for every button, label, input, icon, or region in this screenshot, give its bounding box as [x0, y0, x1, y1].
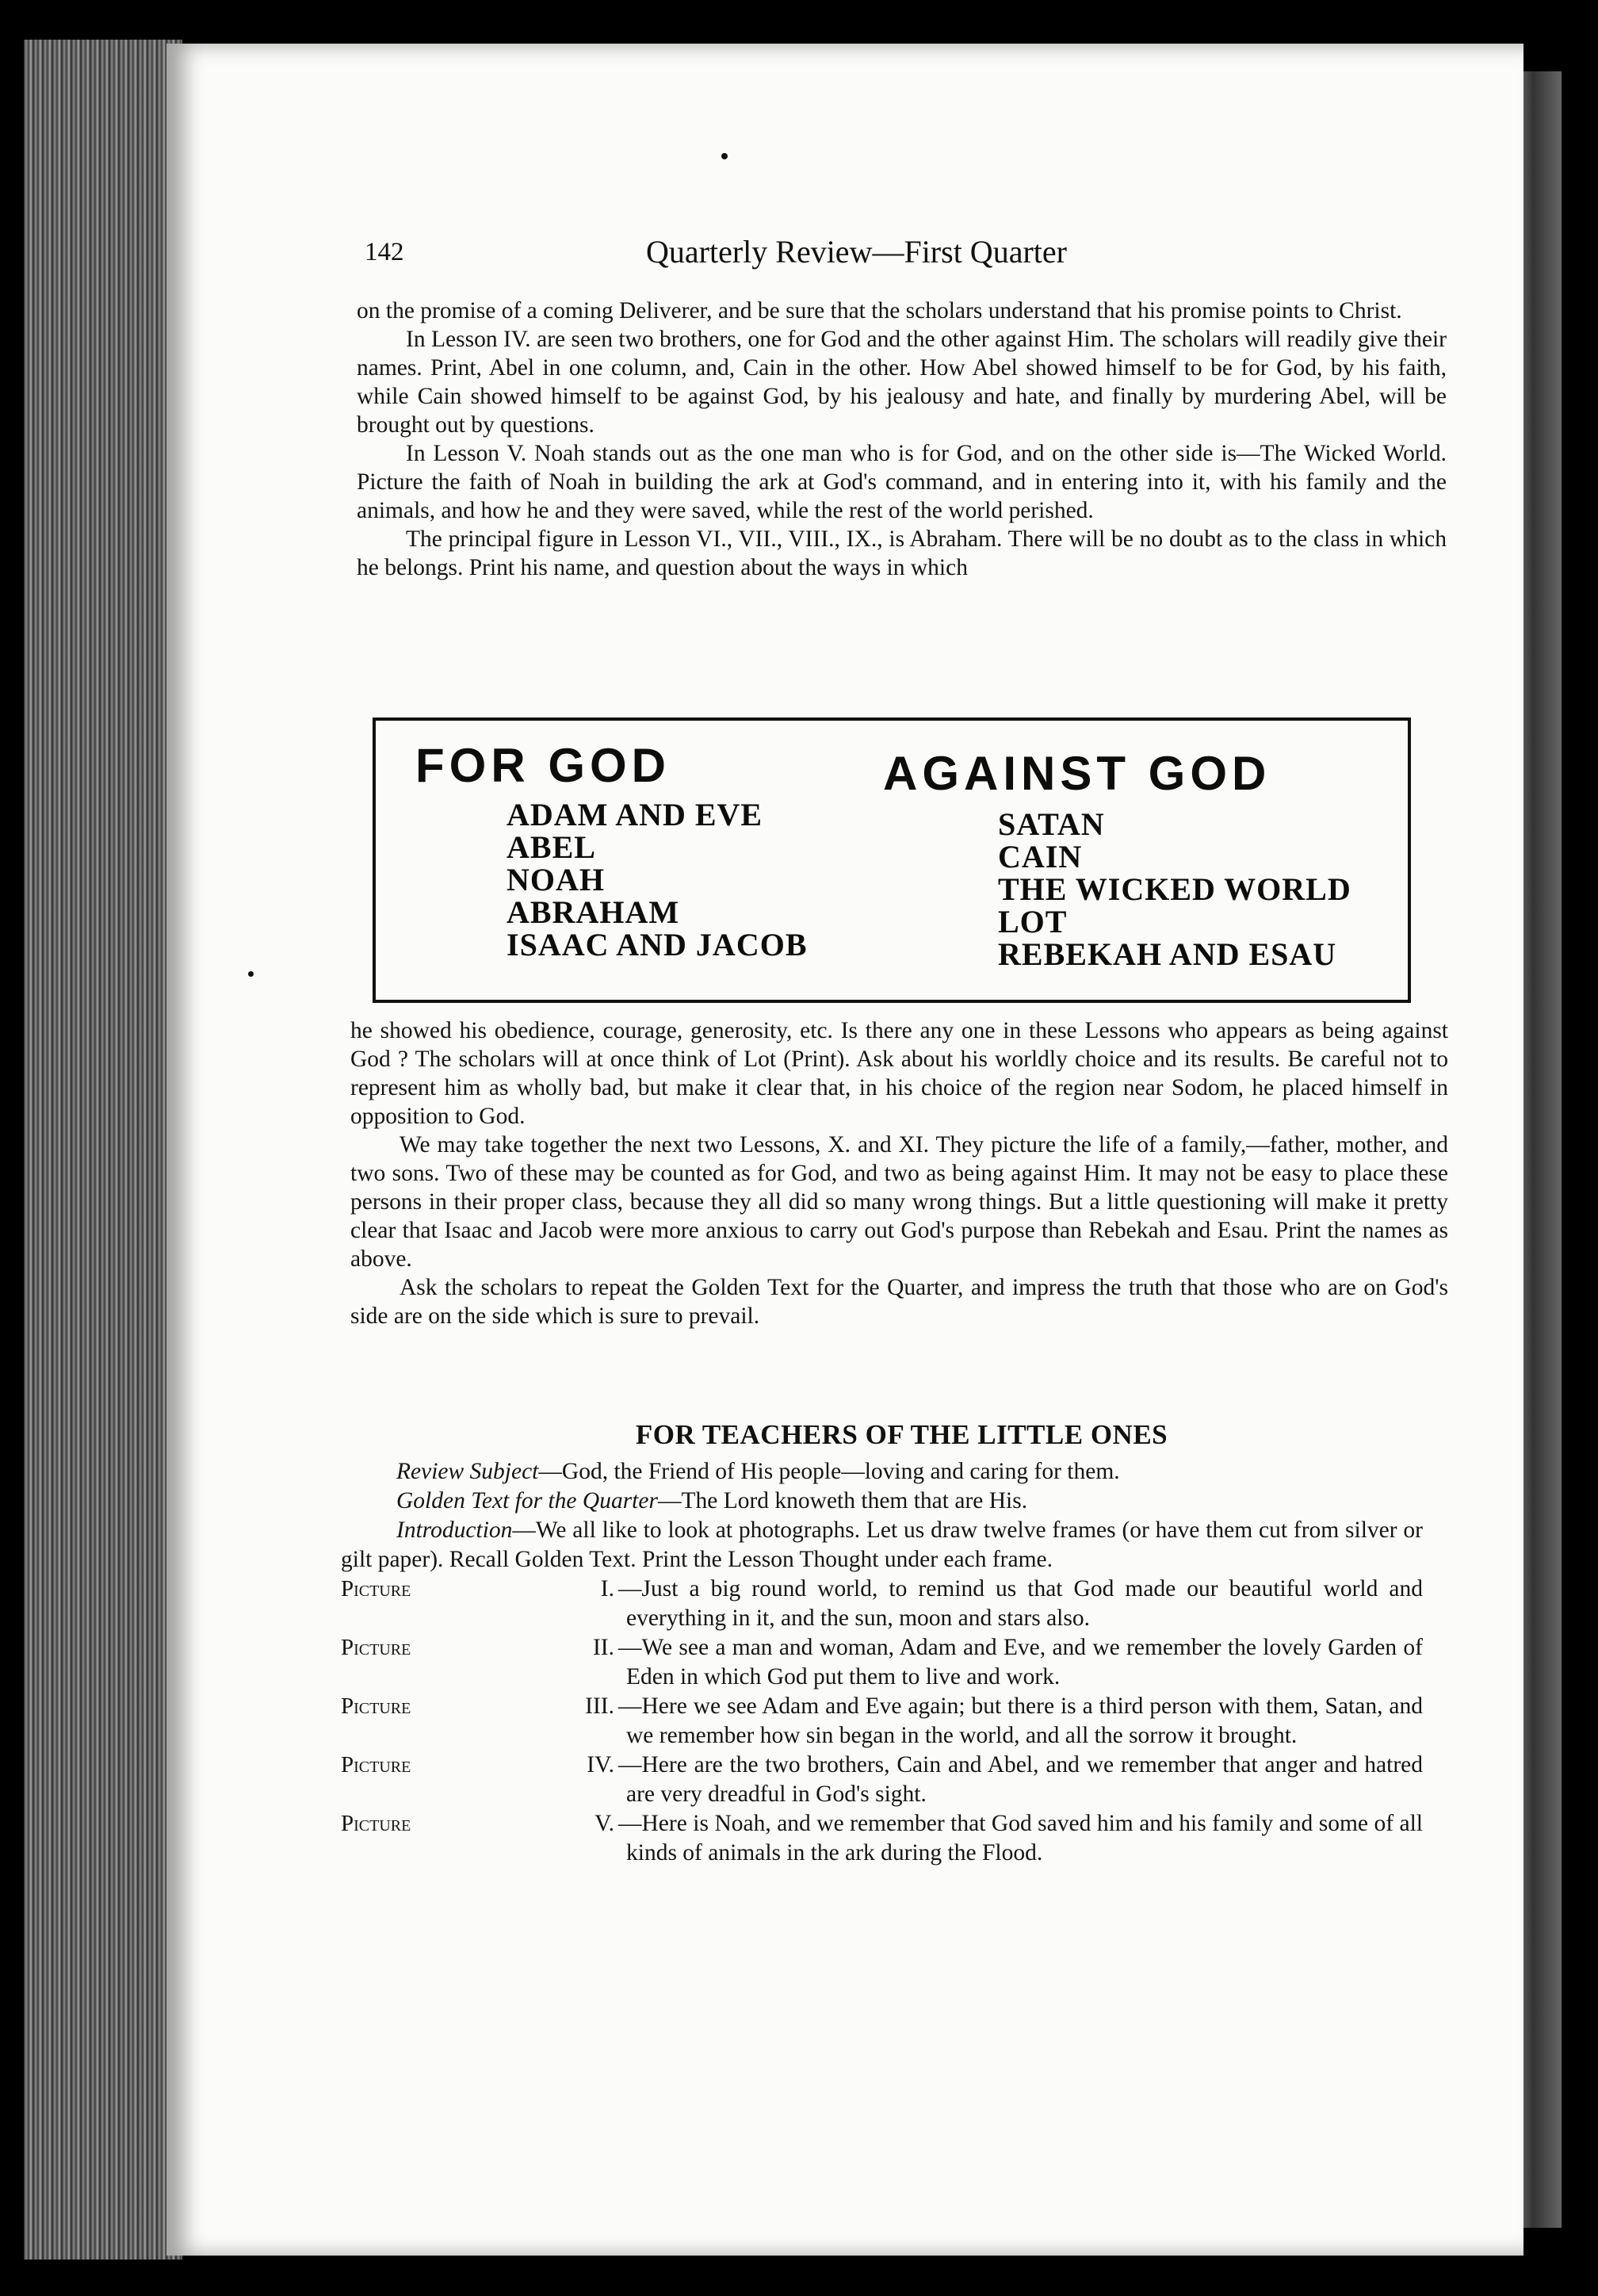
against-god-item: SATAN: [998, 806, 1105, 842]
picture-number: II.: [592, 1635, 614, 1660]
book-page-edges: [24, 40, 182, 2260]
picture-label: Picture: [341, 1811, 411, 1836]
review-text: —God, the Friend of His people—loving and caring for them.: [538, 1459, 1120, 1484]
paragraph: The principal figure in Lesson VI., VII., VIII., IX., is Abraham. There will be no doubt as to the class in which he belongs. Print his name, and question about the ways in which: [357, 526, 1447, 580]
picture-label: Picture: [341, 1752, 411, 1777]
review-subject: [341, 1457, 1423, 1487]
against-god-item: THE WICKED WORLD: [998, 871, 1351, 907]
for-god-heading: FOR GOD: [415, 739, 671, 792]
for-god-item: ISAAC AND JACOB: [507, 927, 808, 962]
paragraph: In Lesson V. Noah stands out as the one man who is for God, and on the other side is—The Wicked World. Picture the faith of Noah in building the ark at God's command, and in entering into it, with his family and the animals, and how he and they were saved, while the rest of the world perished.: [357, 441, 1447, 523]
picture-item: [341, 1692, 1423, 1751]
picture-number: V.: [594, 1811, 614, 1836]
for-god-item: ABRAHAM: [507, 894, 680, 930]
speck: [721, 153, 728, 159]
picture-label: Picture: [341, 1635, 411, 1660]
for-god-list: [507, 798, 808, 961]
page-number: 142: [365, 238, 404, 266]
picture-text: —Just a big round world, to remind us that God made our beautiful world and everything in it, and the sun, moon and stars also.: [618, 1576, 1423, 1631]
paragraph: he showed his obedience, courage, generosity, etc. Is there any one in these Lessons who appears as being against God ? The scholars will at once think of Lot (Print). Ask about his worldly choice and its results. Be careful not to represent him as wholly bad, but make it clear that, in his choice of the region near Sodom, he placed himself in opposition to God.: [350, 1018, 1448, 1129]
against-god-item: REBEKAH AND ESAU: [998, 936, 1337, 972]
top-text: [357, 297, 1447, 582]
running-title: Quarterly Review—First Quarter: [646, 234, 1067, 270]
against-god-list: [998, 808, 1351, 970]
little-ones-section: [341, 1457, 1423, 1868]
for-god-item: ADAM AND EVE: [507, 797, 763, 832]
against-god-heading: AGAINST GOD: [883, 747, 1271, 800]
picture-item: [341, 1809, 1423, 1868]
intro-text: —We all like to look at photographs. Let us draw twelve frames (or have them cut from silver or gilt paper). Recall Golden Text. Print the Lesson Thought under each frame.: [341, 1517, 1423, 1572]
picture-number: III.: [585, 1693, 614, 1719]
paragraph: on the promise of a coming Deliverer, and be sure that the scholars understand that his promise points to Christ.: [357, 298, 1402, 323]
picture-text: —We see a man and woman, Adam and Eve, and we remember the lovely Garden of Eden in which God put them to live and work.: [618, 1635, 1423, 1689]
picture-label: Picture: [341, 1693, 411, 1719]
introduction: [341, 1516, 1423, 1575]
golden-label: Golden Text for the Quarter: [396, 1488, 658, 1513]
for-god-item: ABEL: [507, 829, 596, 865]
picture-text: —Here is Noah, and we remember that God saved him and his family and some of all kinds of animals in the ark during the Flood.: [618, 1811, 1423, 1866]
review-label: Review Subject: [396, 1459, 539, 1484]
picture-item: [341, 1575, 1423, 1633]
picture-item: [341, 1633, 1423, 1692]
picture-text: —Here we see Adam and Eve again; but there is a third person with them, Satan, and we remember how sin began in the world, and all the sorrow it brought.: [618, 1693, 1423, 1748]
intro-label: Introduction: [396, 1517, 513, 1543]
for-against-god-chart: [373, 718, 1411, 1003]
picture-number: IV.: [587, 1752, 614, 1777]
paragraph: Ask the scholars to repeat the Golden Text for the Quarter, and impress the truth that those who are on God's side are on the side which is sure to prevail.: [350, 1275, 1448, 1329]
picture-item: [341, 1751, 1423, 1809]
speck: [248, 971, 254, 977]
paragraph: We may take together the next two Lessons, X. and XI. They picture the life of a family,—father, mother, and two sons. Two of these may be counted as for God, and two as being against Him. It may not be easy to place these persons in their proper class, because they all did so many wrong things. But a little questioning will make it pretty clear that Isaac and Jacob were more anxious to carry out God's purpose than Rebekah and Esau. Print the names as above.: [350, 1132, 1448, 1272]
against-god-item: LOT: [998, 904, 1068, 939]
for-god-item: NOAH: [507, 862, 605, 897]
picture-number: I.: [600, 1576, 614, 1601]
running-header: [365, 234, 1443, 277]
picture-text: —Here are the two brothers, Cain and Abel, and we remember that anger and hatred are very dreadful in God's sight.: [618, 1752, 1423, 1807]
golden-text: [341, 1487, 1423, 1516]
against-god-item: CAIN: [998, 839, 1083, 874]
little-ones-heading: FOR TEACHERS OF THE LITTLE ONES: [635, 1419, 1168, 1450]
paragraph: In Lesson IV. are seen two brothers, one for God and the other against Him. The scholars will readily give their names. Print, Abel in one column, and, Cain in the other. How Abel showed himself to be for God, by his faith, while Cain showed himself to be against God, by his jealousy and hate, and finally by murdering Abel, will be brought out by questions.: [357, 327, 1447, 438]
middle-text: [350, 1016, 1448, 1330]
picture-label: Picture: [341, 1576, 411, 1601]
golden-text-value: —The Lord knoweth them that are His.: [657, 1488, 1028, 1513]
